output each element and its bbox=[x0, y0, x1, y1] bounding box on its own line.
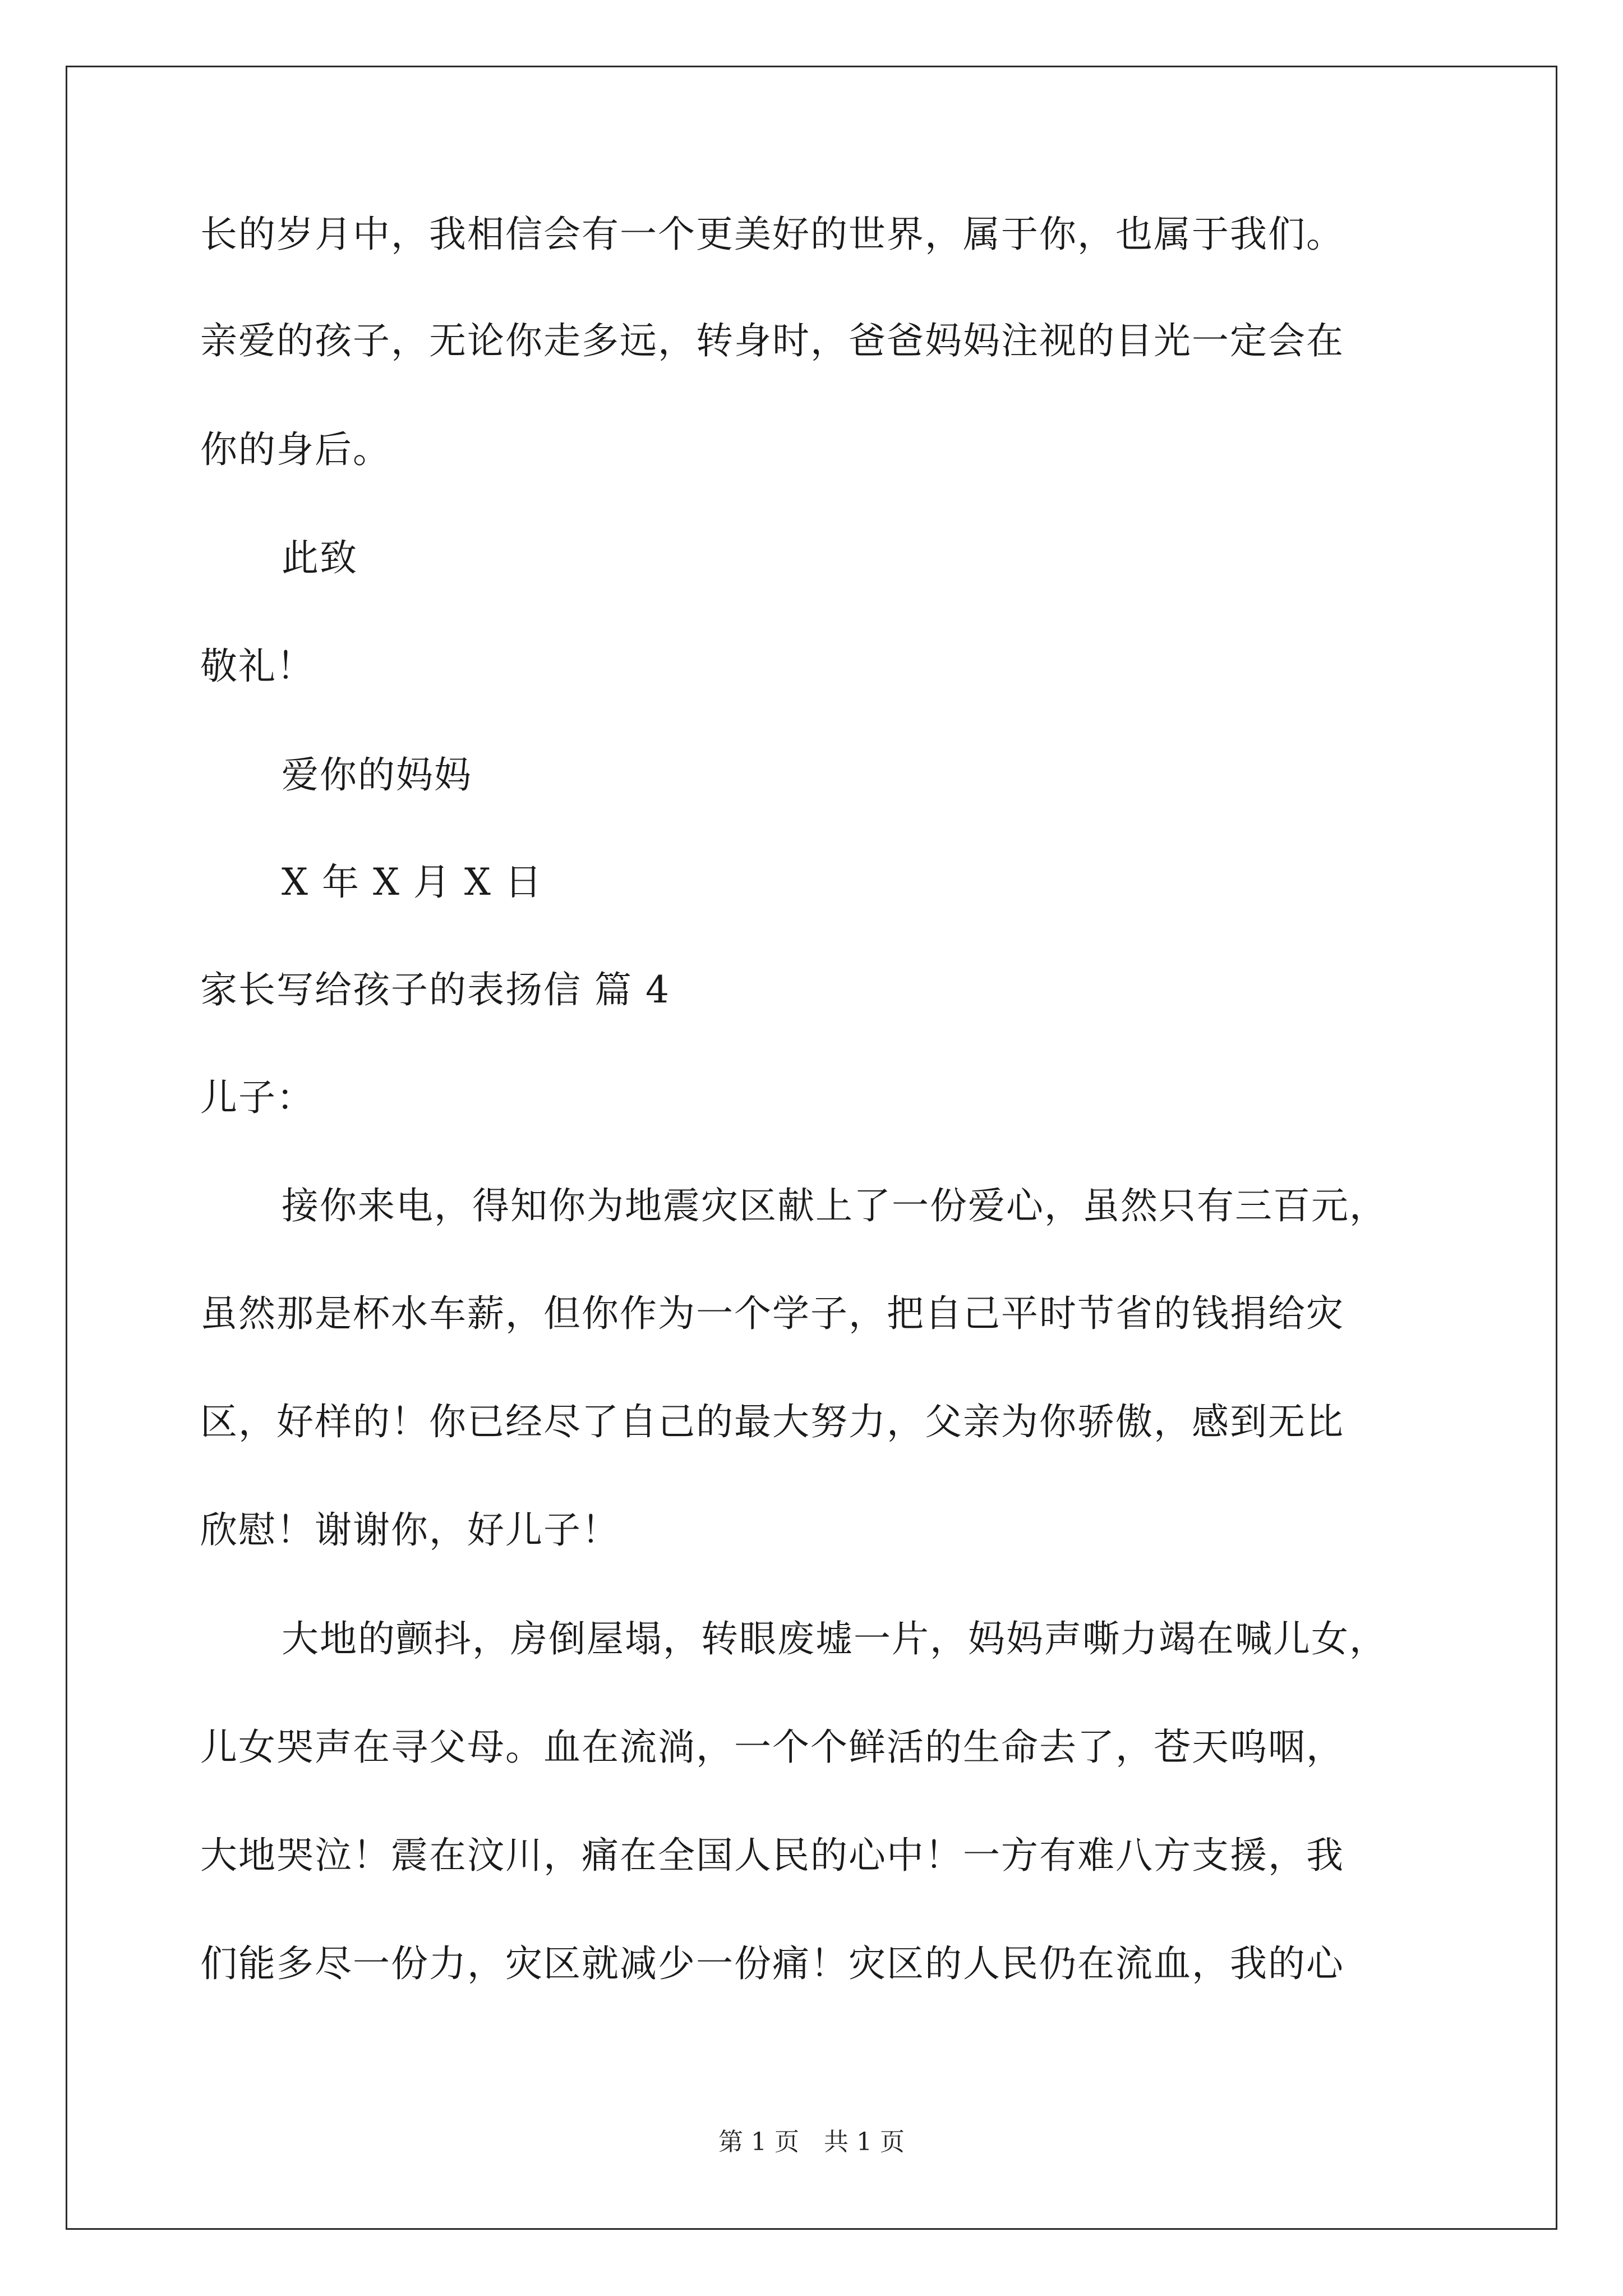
letter-greeting: 儿子： bbox=[200, 1076, 315, 1119]
page-number-footer: 第 1 页 共 1 页 bbox=[718, 2128, 905, 2156]
text-line: 大地哭泣！震在汶川，痛在全国人民的心中！一方有难八方支援，我 bbox=[200, 1834, 1344, 1877]
text-line: 长的岁月中，我相信会有一个更美好的世界，属于你，也属于我们。 bbox=[200, 213, 1344, 256]
text-line: 区，好样的！你已经尽了自己的最大努力，父亲为你骄傲，感到无比 bbox=[200, 1400, 1344, 1443]
signature: 爱你的妈妈 bbox=[282, 753, 472, 797]
page-border bbox=[66, 66, 1557, 2230]
closing-regards: 敬礼！ bbox=[200, 645, 315, 688]
text-line: 接你来电，得知你为地震灾区献上了一份爱心，虽然只有三百元， bbox=[282, 1184, 1387, 1227]
text-line: 们能多尽一份力，灾区就减少一份痛！灾区的人民仍在流血，我的心 bbox=[200, 1942, 1344, 1985]
date-line: X 年 X 月 X 日 bbox=[282, 861, 543, 904]
text-line: 你的身后。 bbox=[200, 428, 391, 471]
text-line: 儿女哭声在寻父母。血在流淌，一个个鲜活的生命去了，苍天呜咽， bbox=[200, 1726, 1344, 1769]
text-line: 大地的颤抖，房倒屋塌，转眼废墟一片，妈妈声嘶力竭在喊儿女， bbox=[282, 1617, 1387, 1660]
text-line: 亲爱的孩子，无论你走多远，转身时，爸爸妈妈注视的目光一定会在 bbox=[200, 319, 1344, 362]
text-line: 虽然那是杯水车薪，但你作为一个学子，把自己平时节省的钱捐给灾 bbox=[200, 1292, 1344, 1335]
text-line: 欣慰！谢谢你，好儿子！ bbox=[200, 1508, 620, 1552]
closing-salutation: 此致 bbox=[282, 536, 358, 579]
section-heading: 家长写给孩子的表扬信 篇 4 bbox=[200, 968, 670, 1011]
